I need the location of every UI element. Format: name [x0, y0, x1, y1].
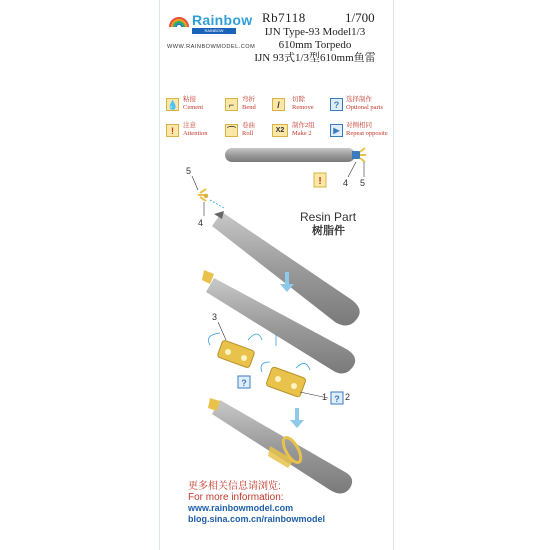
legend-roll-cn: 卷曲 [242, 122, 255, 129]
torpedo-finished [208, 398, 352, 494]
exclamation-icon: ! [166, 124, 179, 137]
optional-marker-icon [238, 376, 250, 388]
part-number: 3 [212, 312, 218, 322]
bracket-etch-part-folded [261, 362, 310, 398]
part-number: 5 [186, 166, 192, 176]
legend-attention-en: Attention [183, 130, 208, 137]
bend-icon: ⌐ [225, 98, 238, 111]
optional-icon: ? [330, 98, 343, 111]
resin-label-en: Resin Part [300, 210, 357, 224]
part-number: 4 [343, 178, 349, 188]
x2-icon: X2 [272, 124, 288, 137]
propeller-parts-exploded [192, 176, 224, 216]
arrow-down-icon [290, 408, 304, 428]
torpedo-top [225, 148, 366, 162]
title-line-3: IJN 93式1/3型610mm鱼雷 [254, 52, 376, 64]
blue-marker-icon [352, 151, 360, 159]
part-number: 2 [345, 392, 351, 402]
part-number: 5 [360, 178, 366, 188]
product-code: Rb7118 [262, 10, 306, 25]
legend-repeat-cn: 对侧相同 [346, 122, 372, 129]
resin-label-cn: 树脂件 [312, 225, 345, 237]
part-number: 4 [198, 218, 204, 228]
legend-make2-cn: 制作2组 [292, 122, 315, 129]
svg-text:?: ? [334, 394, 340, 404]
svg-text:!: ! [318, 176, 322, 187]
brand-name: Rainbow [192, 12, 253, 28]
legend-bend-en: Bend [242, 104, 256, 111]
legend-repeat-en: Repeat opposite [346, 130, 388, 137]
legend-optional-en: Optional parts [346, 104, 384, 111]
knife-icon: / [272, 98, 285, 111]
footer-info [188, 482, 325, 524]
legend-roll-en: Roll [242, 130, 254, 137]
glue-drop-icon: 💧 [167, 100, 179, 110]
legend-remove-cn: 切除 [292, 96, 305, 103]
propeller-etch [360, 148, 366, 162]
legend-attention-cn: 注意 [183, 122, 196, 129]
website-link[interactable]: www.rainbowmodel.com [188, 503, 294, 513]
website-caption: WWW.RAINBOWMODEL.COM [167, 44, 256, 50]
roll-icon: ⌒ [226, 126, 236, 136]
legend-make2-en: Make 2 [292, 130, 312, 137]
legend-cement-cn: 粘接 [183, 96, 196, 103]
title-line-2: 610mm Torpedo [278, 39, 352, 51]
footer-en: For more information: [188, 491, 284, 503]
svg-text:?: ? [241, 378, 247, 388]
legend-remove-en: Remove [292, 104, 314, 111]
legend-bend-cn: 弯折 [242, 96, 255, 103]
title-line-1: IJN Type-93 Model1/3 [264, 26, 366, 38]
blog-link[interactable]: blog.sina.com.cn/rainbowmodel [188, 513, 326, 524]
part-number: 1 [322, 392, 328, 402]
footer-cn: 更多相关信息请浏览: [188, 481, 281, 492]
optional-marker-icon [331, 392, 343, 404]
bracket-etch-part [208, 322, 262, 368]
brand-subtitle: RAINBOW [192, 28, 236, 34]
resin-part-label [300, 210, 356, 238]
legend-cement-en: Cement [183, 104, 204, 111]
repeat-opposite-icon: ▶ [330, 124, 343, 137]
scale-label: 1/700 [345, 10, 375, 25]
legend-optional-cn: 选择制作 [346, 96, 372, 103]
